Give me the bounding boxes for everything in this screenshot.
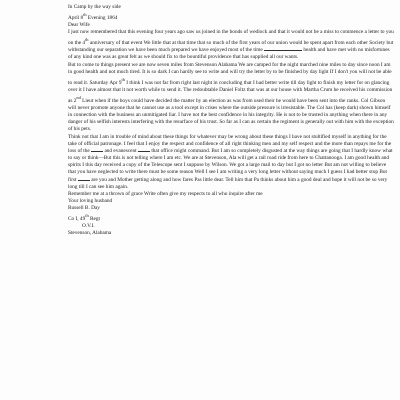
- p2-ordinal-2: nd: [76, 95, 81, 101]
- p3-text-c: that office might command. But I am so completely disgusted at the way things are going that I hardly know what to say or think—But this is not telling where I am etc. We are at Stevenson, Ala will get a rail road ride from here to Chattanooga. I am good health and spirits I this day received a copy of the Telescope sent I suppose by Wilson. We got a large mail to day but I got no letter But am not willing to believe that you have neglected to write there must be some reason Well I see I am writing a very long letter without saying much I guess I had better stop But first: [68, 147, 393, 183]
- letter-end-place: Stevenson, Alabama: [68, 230, 112, 237]
- unit-main: Co I, 49: [68, 216, 86, 223]
- letter-date: [68, 11, 394, 22]
- paragraph-2: [68, 62, 394, 134]
- letter-closing: Your loving husband: [68, 197, 113, 204]
- paragraph-4: Remember me at a thrown of grace Write often give my respects to all who inquire after me: [68, 190, 263, 197]
- p2-ordinal-1: th: [121, 76, 125, 82]
- blank-gap: [78, 180, 90, 181]
- p2-text-b: I think I was not far from right last night in concluding that I had better write till day light to finish my letter for on glancing over it I have almost that it not worth while to send it. The redoubtable Daniel Foltz that was at our house with Martha Crum he received his commission as 2: [68, 79, 393, 104]
- date-rest: Evening 1864: [86, 14, 118, 21]
- letter-place: In Camp by the way side: [68, 4, 121, 10]
- p1-text-a: I just now remembered that this evening four years ago saw us joined in the bonds of wedlock and that it would not be a miss to commence a letter to you on the 4: [68, 29, 394, 47]
- unit-ordinal: th: [85, 213, 89, 219]
- letter-salutation: Dear Wife: [68, 22, 90, 29]
- p2-text-c: Lieut when if the boys could have decided the matter by an election as was from used their he would have been sent into the ranks. Col Gibson will never promote anyone that he cannot use as a tool except in crises where the outside pressure is irresistable. The Col has (keep dark) shown himself in connection with the business an unmitigated liar. I have not the best confidence in his integrity. He is not to be trusted in anything when there in any danger of his selfish interests interfering with the resurface of his trust. So far as I can as certain the regiment is generally out with him with the exception of his pets.: [68, 97, 394, 133]
- blank-gap: [264, 50, 302, 51]
- letter-signature: Russell B. Day: [68, 205, 100, 212]
- p1-text-b: anniversary of that event We little that at that time that so much of the first years of our union would be spent apart from each other Society but withstanding our separation we have been much prepared we have enjoyed most of the time: [68, 40, 394, 54]
- p1-ordinal: th: [85, 37, 89, 43]
- paragraph-3: [68, 134, 394, 191]
- date-ordinal: th: [83, 12, 87, 18]
- blank-gap: [138, 151, 150, 152]
- date-main: April 8: [68, 14, 84, 21]
- p3-text-a: Think not that I am in trouble of mind about these things for whatever may be wrong about these things I have not stultified myself in anything for the take of official patronage. I feel that I enjoy the respect and confidence of all right thinking men and my self respect and the more than repays me for the loss of the: [68, 133, 392, 154]
- p3-text-b: and evanescent: [104, 147, 137, 154]
- paragraph-1: [68, 29, 394, 61]
- blank-gap: [91, 151, 103, 152]
- letter-transcription: [68, 4, 394, 238]
- p1-text-c: health and have met with no misfortunes of any kind one was as great felt as we should fix to the bountiful providence that has supplied all our wants.: [68, 47, 390, 61]
- unit-rest: Regt: [88, 216, 100, 223]
- p3-text-d: are you and Mother getting along and how fares Pas little dear. Tell him that Pa thinks about him a good deal and hope it will not be so very long till I can see him again.: [68, 176, 388, 190]
- letter-unit: [68, 212, 394, 223]
- letter-unit-2: O.V.I.: [82, 223, 95, 230]
- p2-text-a: But to come to things present we are now seven miles from Stevenson Alabama We are camped for the night marched nine miles to day since noon I am in good health and not much tired. It is so dark I can hardly see to write and will try the letter by to be finished by day light If I don't you will not be able to read it. Saturday Apr 9: [68, 61, 392, 86]
